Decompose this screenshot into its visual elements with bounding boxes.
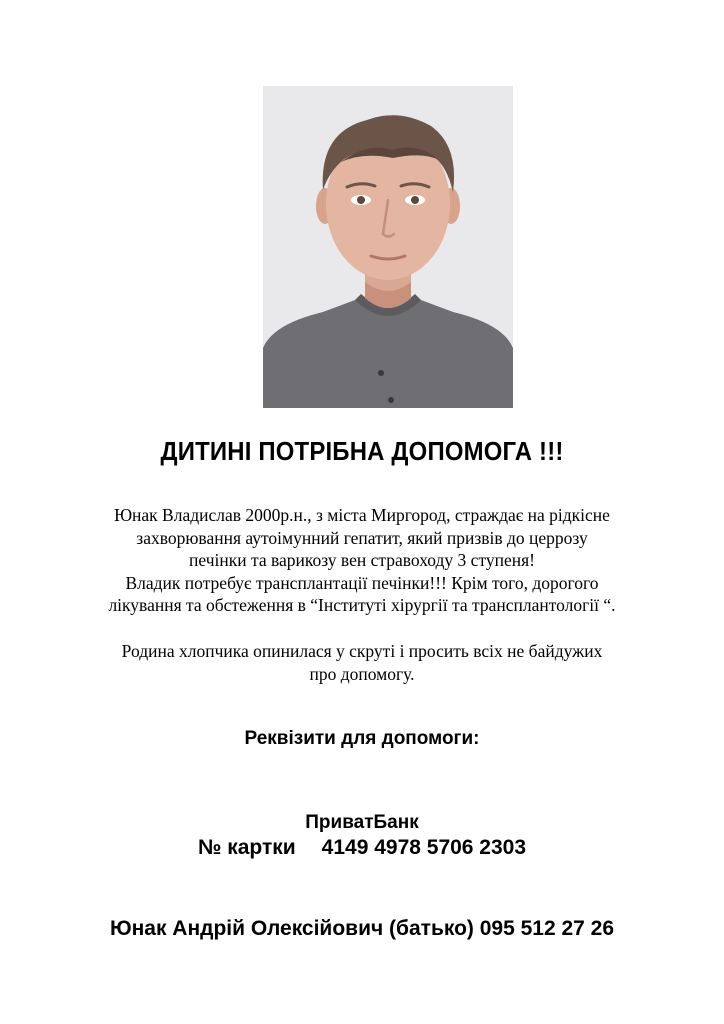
- family-line: Родина хлопчика опинилася у скруті і просить всіх не байдужих: [121, 641, 603, 661]
- family-paragraph: [0, 640, 724, 685]
- card-label: № картки: [197, 836, 296, 859]
- portrait-photo: [263, 86, 513, 408]
- story-paragraph: [0, 504, 724, 617]
- bank-name: ПриватБанк: [305, 812, 419, 833]
- story-line: Владик потребує трансплантації печінки!!! Крім того, дорогого: [125, 572, 599, 593]
- headline: ДИТИНІ ПОТРІБНА ДОПОМОГА !!!: [160, 436, 564, 466]
- card-line: [0, 836, 724, 860]
- story-line: Юнак Владислав 2000р.н., з міста Миргород, страждає на рідкісне: [114, 505, 610, 525]
- story-line: захворювання аутоімунний гепатит, який призвів до церрозу: [136, 527, 588, 548]
- contact-line: Юнак Андрій Олексійович (батько) 095 512 27 26: [109, 917, 615, 940]
- story-line: печінки та варикозу вен стравоходу 3 ступеня!: [189, 550, 535, 570]
- requisites-title: Реквізити для допомоги:: [244, 728, 480, 749]
- family-line: про допомогу.: [309, 663, 415, 684]
- story-line: лікування та обстеження в “Інституті хірургії та трансплантології “.: [108, 595, 616, 615]
- portrait-illustration: [263, 86, 513, 408]
- card-number: 4149 4978 5706 2303: [321, 836, 527, 859]
